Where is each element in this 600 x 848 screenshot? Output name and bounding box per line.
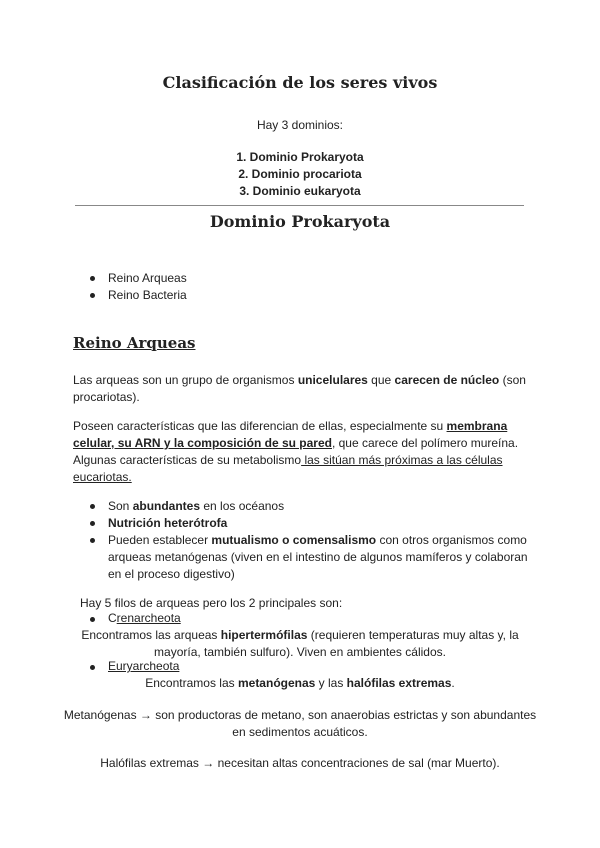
bold-text: Nutrición heterótrofa <box>108 516 228 530</box>
bold-text: unicelulares <box>297 373 368 387</box>
text: Son <box>108 499 133 513</box>
text: Las arqueas son un grupo de organismos <box>73 373 298 387</box>
crenarcheota-description <box>60 627 540 661</box>
domain-item: 1. Dominio Prokaryota <box>236 150 364 164</box>
subheading: Reino Arqueas <box>73 334 196 352</box>
list-item-euryarcheota <box>90 659 179 673</box>
features-list <box>90 498 530 583</box>
text: , que carece del polímero mureína. Algunas características de su metabolismo <box>73 436 519 467</box>
text: Pueden establecer <box>108 533 212 547</box>
text: Encontramos las <box>145 676 238 690</box>
section-heading: Dominio Prokaryota <box>209 212 391 231</box>
text: (son procariotas). <box>73 373 526 404</box>
underlined-text: Euryarcheota <box>108 659 180 673</box>
bold-text: mutualismo o comensalismo <box>211 533 377 547</box>
text: C <box>108 611 117 625</box>
halofilas-note: Halófilas extremas → necesitan altas concentraciones de sal (mar Muerto). <box>100 756 500 770</box>
list-item: Reino Bacteria <box>90 287 187 304</box>
domain-item: 2. Dominio procariota <box>238 167 362 181</box>
bold-text: halófilas extremas <box>346 676 452 690</box>
domain-list <box>0 149 600 200</box>
euryarcheota-description <box>60 675 540 692</box>
underlined-text: renarcheota <box>116 611 181 625</box>
bold-text: carecen de núcleo <box>394 373 500 387</box>
text: Poseen características que las diferencian de ellas, especialmente su <box>73 419 447 433</box>
text: que <box>367 373 395 387</box>
paragraph-2 <box>73 418 533 486</box>
metanogenas-note: Metanógenas → son productoras de metano, son anaerobias estrictas y son abundantes en sedimentos acuáticos. <box>63 708 537 739</box>
intro-text: Hay 3 dominios: <box>256 118 344 132</box>
filos-intro: Hay 5 filos de arqueas pero los 2 principales son: <box>80 596 343 610</box>
kingdom-list <box>90 270 187 304</box>
list-item <box>90 532 530 583</box>
text: Encontramos las arqueas <box>81 628 221 642</box>
bold-text: metanógenas <box>237 676 316 690</box>
list-item <box>90 515 530 532</box>
text: (requieren temperaturas muy altas y, la mayoría, también sulfuro). Viven en ambientes cálidos. <box>154 628 519 659</box>
list-item <box>90 498 530 515</box>
paragraph-1 <box>73 372 533 406</box>
divider <box>75 205 524 206</box>
bold-underlined-text: membrana celular, su ARN y la composición de su pared <box>73 419 508 450</box>
text: en los océanos <box>200 499 285 513</box>
text: con otros organismos como arqueas metanógenas (viven en el intestino de algunos mamíferos y colaboran en el proceso digestivo) <box>108 533 528 581</box>
text: . <box>451 676 455 690</box>
list-item: Reino Arqueas <box>90 270 187 287</box>
underlined-text: las sitúan más próximas a las células eucariotas. <box>73 453 503 484</box>
bold-text: hipertermófilas <box>220 628 308 642</box>
page-title: Clasificación de los seres vivos <box>162 73 438 92</box>
text: y las <box>315 676 347 690</box>
bold-text: abundantes <box>132 499 201 513</box>
domain-item: 3. Dominio eukaryota <box>239 184 361 198</box>
list-item-crenarcheota <box>90 611 181 625</box>
